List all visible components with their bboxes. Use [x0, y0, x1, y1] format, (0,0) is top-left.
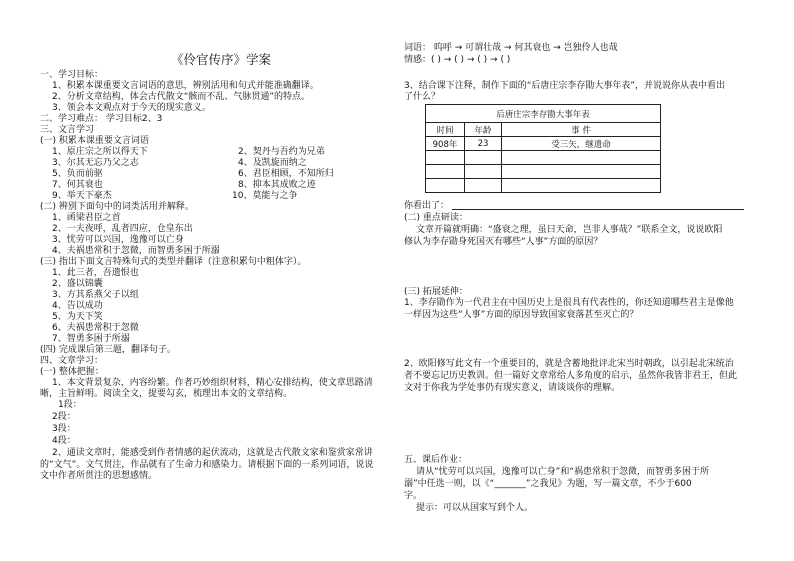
table-cell: [465, 165, 502, 179]
list-item: 4、告以成功: [52, 301, 103, 311]
table-cell: [426, 179, 465, 193]
column-header: 年龄: [465, 123, 502, 137]
table-row: [426, 151, 661, 165]
paragraph-line: 文对于你我为学处事仍有现实意义，请谈谈你的理解。: [404, 383, 621, 393]
paragraph-line: 一样因为这些“人事”方面的原因导致国家衰落甚至灭亡的？: [404, 310, 639, 320]
answer-prompt: 你看出了：: [404, 201, 450, 211]
list-item: 9、举天下豪杰: [52, 191, 112, 201]
table-cell: [502, 165, 661, 179]
paragraph-line: 请从“忧劳可以兴国，逸豫可以亡身”和“祸患常积于忽微，而智勇多困于所: [416, 467, 709, 477]
column-header: 时间: [426, 123, 465, 137]
list-item: 7、智勇多困于所溺: [52, 334, 130, 344]
paragraph-line: 字。: [404, 491, 423, 501]
section-heading: 三、文言学习: [40, 125, 95, 135]
table-header-row: [426, 123, 661, 137]
list-item: 2、盛以锦囊: [52, 279, 103, 289]
answer-label: 2段：: [52, 412, 76, 422]
list-item: 4、及凯旋而纳之: [238, 158, 307, 168]
list-item: 1、函梁君臣之首: [52, 213, 121, 223]
document-title: 《伶官传序》学案: [171, 52, 272, 67]
subsection-heading: (三) 拓展延伸：: [404, 287, 468, 297]
list-item: 2、一夫夜呼，乱者四应，仓皇东出: [52, 224, 193, 234]
table-cell: [502, 179, 661, 193]
paragraph-line: 文章开篇就明确：“盛衰之理，虽曰天命，岂非人事哉？”联系全文，说说欧阳: [416, 225, 723, 235]
list-item: 6、夫祸患常积于忽微: [52, 323, 139, 333]
section-heading: 四、文章学习：: [40, 356, 104, 366]
section-heading: 一、学习目标：: [40, 70, 104, 80]
subsection-heading: (三) 指出下面文言特殊句式的类型并翻译（注意积累句中粗体字）。: [40, 257, 307, 267]
answer-label: 3段：: [52, 424, 76, 434]
text-line: 2、分析文章结构，体会古代散文“骸而不乱、气脉贯通”的特点。: [52, 92, 311, 102]
table-row: [426, 137, 661, 151]
list-item: 1、此三者，吾遗恨也: [52, 268, 139, 278]
paragraph-line: 的“文气”。文气贯注，作品就有了生命力和感染力。请根据下面的一系列词语，说说: [40, 460, 374, 470]
subsection-heading: (二) 辨别下面句中的词类活用并解释。: [40, 202, 194, 212]
subsection-heading: (一) 积累本课重要文言词语: [40, 136, 149, 146]
table-cell: [465, 151, 502, 165]
section-heading: 二、学习难点： 学习目标2、3: [40, 114, 163, 124]
emotion-blanks: 情感：( ) → ( ) → ( ) → ( ): [404, 55, 511, 65]
text-line: 3、领会本文观点对于今天的现实意义。: [52, 103, 211, 113]
list-item: 3、方其系燕父子以组: [52, 290, 139, 300]
table-cell: [502, 151, 661, 165]
paragraph-line: 2、通读文章时，能感受到作者情感的起伏流动，这就是古代散文家和鉴赏家常讲: [52, 448, 373, 458]
list-item: 1、原庄宗之所以得天下: [52, 147, 148, 157]
list-item: 3、尔其无忘乃父之志: [52, 158, 139, 168]
paragraph-line: 溺”中任选一则，以《“_______”之我见》为题，写一篇文章，不少于600: [404, 479, 692, 489]
list-item: 2、契丹与吾约为兄弟: [238, 147, 325, 157]
answer-line: [452, 209, 744, 210]
list-item: 6、君臣相顾，不知所归: [238, 169, 334, 179]
list-item: 5、为天下笑: [52, 312, 103, 322]
list-item: 3、忧劳可以兴国，逸豫可以亡身: [52, 235, 184, 245]
table-cell: 908年: [426, 137, 465, 151]
paragraph-line: 晰，主旨鲜明。阅读全文，提要勾玄，梳理出本文的文章结构。: [40, 389, 293, 399]
answer-label: 1段：: [58, 400, 82, 410]
keyword-chain: 词语： 呜呼 → 可谓壮哉 → 何其衰也 → 岂独伶人也哉: [404, 43, 618, 53]
table-cell: [465, 179, 502, 193]
table-row: [426, 165, 661, 179]
column-header: 事 件: [502, 123, 661, 137]
table-cell: [426, 151, 465, 165]
table-row: [426, 179, 661, 193]
question-line: 3、结合课下注释，制作下面的“后唐庄宗李存勖大事年表”，并说说你从表中看出: [404, 81, 726, 91]
paragraph-line: 2、欧阳修写此文有一个重要目的，就是含蓄地批评北宋当时朝政，以引起北宋统治: [404, 359, 734, 369]
paragraph-line: 1、李存勖作为一代君主在中国历史上是很具有代表性的，你还知道哪些君主是像他: [404, 298, 734, 308]
section-heading: 五、课后作业：: [404, 455, 468, 465]
list-item: 10、莫能与之争: [232, 191, 298, 201]
table-caption: 后唐庄宗李存勖大事年表: [426, 105, 661, 123]
subsection-heading: (一) 整体把握：: [40, 367, 104, 377]
subsection-heading: (二) 重点研读：: [404, 213, 468, 223]
event-timeline-table: [425, 104, 661, 193]
paragraph-line: 1、本文背景复杂，内容纷繁。作者巧妙组织材料，精心安排结构，使文章思路清: [52, 378, 373, 388]
table-cell: [426, 165, 465, 179]
answer-label: 4段：: [52, 436, 76, 446]
list-item: 5、负而前驱: [52, 169, 103, 179]
table-cell: 受三矢，继遗命: [502, 137, 661, 151]
paragraph-line: 文中作者所贯注的思想感情。: [40, 471, 158, 481]
list-item: 4、夫祸患常积于忽微，而智勇多困于所溺: [52, 246, 220, 256]
paragraph-line: 提示：可以从国家写到个人。: [416, 503, 534, 513]
subsection-heading: (四) 完成课后第三题，翻译句子。: [40, 345, 176, 355]
table-cell: 23: [465, 137, 502, 151]
question-line: 了什么？: [404, 92, 441, 102]
text-line: 1、积累本课重要文言词语的意思，辨别活用和句式并能准确翻译。: [52, 81, 319, 91]
list-item: 8、抑本其成败之迹: [238, 180, 316, 190]
paragraph-line: 者不要忘记历史教训。但一篇好文章常给人多角度的启示，虽然你我皆非君王，但此: [404, 371, 738, 381]
paragraph-line: 修认为李存勖身死国灭有哪些“人事”方面的原因？: [404, 237, 603, 247]
list-item: 7、何其衰也: [52, 180, 103, 190]
